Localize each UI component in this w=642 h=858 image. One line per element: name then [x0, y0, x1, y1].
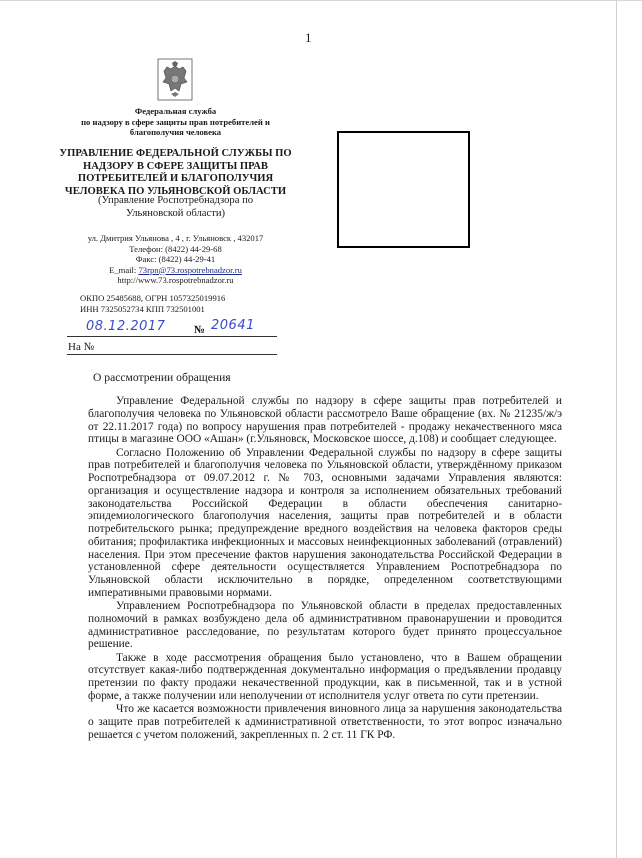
coat-of-arms-icon: [153, 58, 197, 102]
department-sub-line: Ульяновской области): [125, 207, 226, 219]
email-row: [58, 265, 293, 276]
letter-subject: О рассмотрении обращения: [93, 371, 231, 384]
in-reply-label: На №: [68, 341, 95, 353]
department-short-name: [58, 195, 293, 220]
contact-block: [58, 233, 293, 286]
codes-line: ОКПО 25485688, ОГРН 1057325019916: [80, 293, 226, 303]
email-label: E_mail:: [109, 264, 137, 275]
handwritten-date: 08.12.2017: [86, 319, 166, 334]
registration-codes: [80, 293, 300, 315]
fax: Факс: (8422) 44-29-41: [135, 254, 216, 264]
page-top-border: [0, 0, 642, 1]
outgoing-registration: [76, 316, 276, 336]
divider-line: [67, 336, 277, 337]
body-paragraph: Управлением Роспотребнадзора по Ульяновской области в пределах предоставленных полномочий в рамках возбуждено дела об административном правонарушении и проводится административное расследование, по результатам которого будет принято процессуальное решение.: [88, 600, 562, 651]
page-right-border: [616, 0, 617, 858]
letter-body: [88, 395, 562, 741]
body-paragraph: Что же касается возможности привлечения виновного лица за нарушения законодательства о защите прав потребителей к административной ответственности, то этот вопрос изначально решается с учетом положений, закрепленных п. 2 ст. 11 ГК РФ.: [88, 703, 562, 741]
agency-name: [58, 106, 293, 138]
agency-line: Федеральная служба: [134, 106, 217, 116]
agency-line: благополучия человека: [129, 127, 222, 137]
agency-line: по надзору в сфере защиты прав потребителей и: [81, 116, 270, 127]
addressee-box: [337, 131, 470, 248]
divider-line: [67, 354, 277, 355]
email-link[interactable]: 73rpn@73.rospotrebnadzor.ru: [138, 264, 242, 275]
department-title-line: НАДЗОРУ В СФЕРЕ ЗАЩИТЫ ПРАВ: [83, 160, 268, 172]
department-sub-line: (Управление Роспотребнадзора по: [97, 195, 254, 206]
phone: Телефон: (8422) 44-29-68: [129, 243, 222, 254]
page-number: 1: [305, 30, 312, 45]
department-title-line: ЧЕЛОВЕКА ПО УЛЬЯНОВСКОЙ ОБЛАСТИ: [64, 185, 287, 197]
address: ул. Дмитрия Ульянова , 4 , г. Ульяновск , 432017: [87, 233, 264, 243]
department-title: [58, 148, 293, 198]
body-paragraph: Управление Федеральной службы по надзору в сфере защиты прав потребителей и благополучия человека по Ульяновской области рассмотрело Ваше обращение (вх. № 21235/ж/э от 22.11.2017 года) по вопросу нарушения прав потребителей - продажу некачественного мяса птицы в магазине ООО «Ашан» (г.Ульяновск, Московское шоссе, д.108) и сообщает следующее.: [88, 395, 562, 446]
number-label: №: [194, 324, 206, 336]
body-paragraph: Согласно Положению об Управлении Федеральной службы по надзору в сфере защиты прав потребителей и благополучия человека по Ульяновской области, утверждённому приказом Роспотребнадзора от 09.07.2012 г. № 703, основными задачами Управления являются: организация и осуществление надзора и контроля за исполнением обязательных требований законодательства Российской Федерации в области обеспечения санитарно-эпидемиологического благополучия населения, защиты прав потребителей и в области потребительского рынка; предупреждение вредного воздействия на человека факторов среды обитания; профилактика инфекционных и массовых неинфекционных заболеваний (отравлений) населения. При этом пресечение фактов нарушения законодательства Российской Федерации в установленной сфере деятельности осуществляется Управлением Роспотребнадзора по Ульяновской области исключительно в порядке, определенном соответствующими императивными правовыми нормами.: [88, 446, 562, 599]
handwritten-number: 20641: [211, 318, 255, 333]
department-title-line: ПОТРЕБИТЕЛЕЙ И БЛАГОПОЛУЧИЯ: [77, 173, 274, 184]
website[interactable]: http://www.73.rospotrebnadzor.ru: [117, 275, 234, 285]
body-paragraph: Также в ходе рассмотрения обращения было установлено, что в Вашем обращении отсутствует какая-либо подтвержденная документально информация о предъявлении продавцу претензии по факту продажи некачественной продукции, как в письменной, так и в устной форме, а также получении или неполучении от исполнителя услуг ответа по сути претензии.: [88, 651, 562, 702]
codes-line: ИНН 7325052734 КПП 732501001: [80, 304, 205, 314]
department-title-line: УПРАВЛЕНИЕ ФЕДЕРАЛЬНОЙ СЛУЖБЫ ПО: [59, 148, 292, 159]
